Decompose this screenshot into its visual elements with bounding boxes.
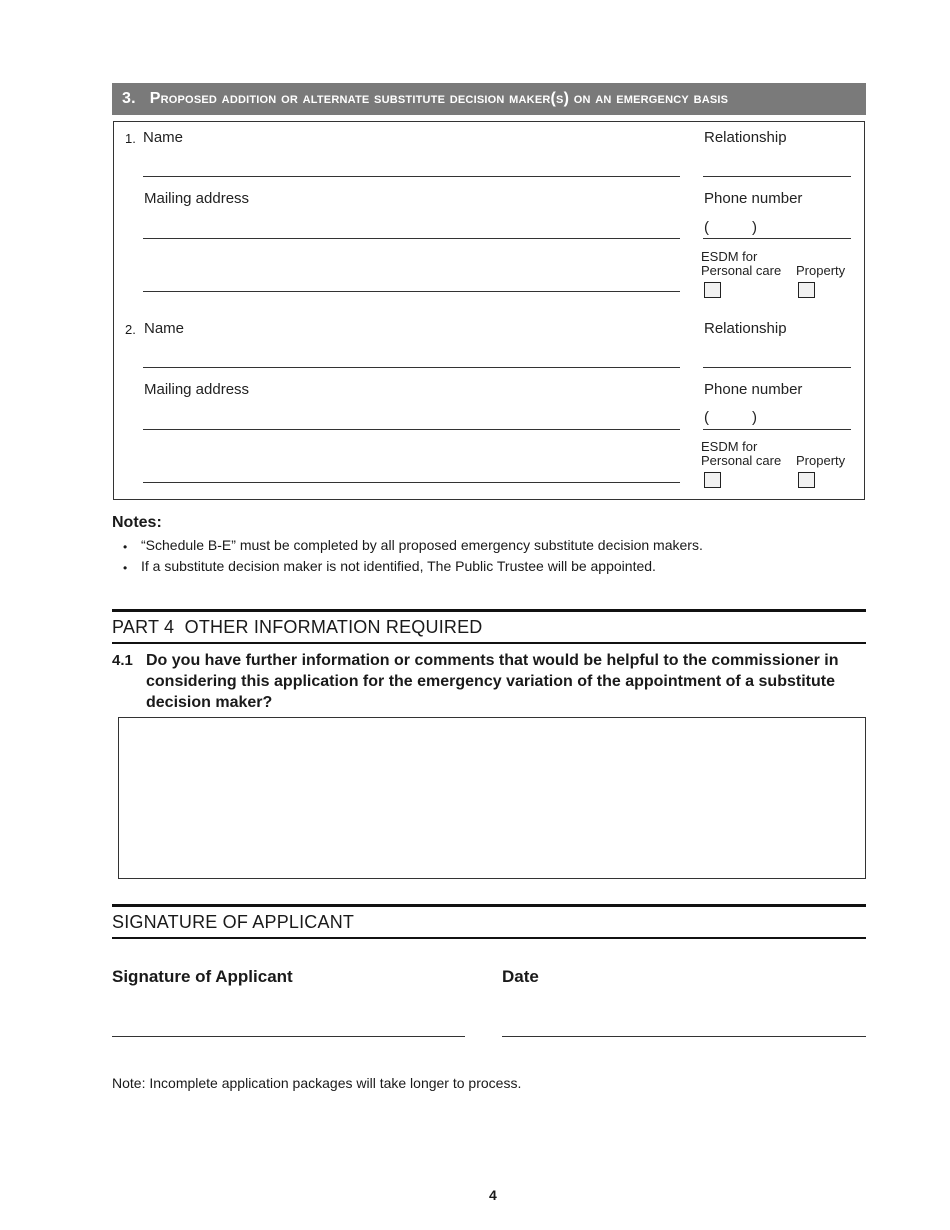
section-3-header xyxy=(112,83,866,115)
signature-header xyxy=(112,904,866,939)
entry-index: 1. xyxy=(125,131,136,146)
question-number: 4.1 xyxy=(112,652,133,669)
relationship-label: Relationship xyxy=(704,129,787,146)
note-item: If a substitute decision maker is not identified, The Public Trustee will be appointed. xyxy=(141,558,656,574)
phone-paren-open: ( xyxy=(704,219,709,236)
mailing-address-label: Mailing address xyxy=(144,381,250,398)
page-number: 4 xyxy=(489,1187,497,1203)
phone-number-field[interactable] xyxy=(703,429,851,430)
section-number: 3. xyxy=(122,90,136,107)
part-label: PART 4 xyxy=(112,617,175,637)
relationship-field[interactable] xyxy=(703,367,851,368)
personal-care-label: Personal care xyxy=(701,453,782,468)
phone-number-field[interactable] xyxy=(703,238,851,239)
relationship-field[interactable] xyxy=(703,176,851,177)
property-checkbox[interactable] xyxy=(798,472,815,488)
property-label: Property xyxy=(796,453,846,468)
question-text: Do you have further information or comments that would be helpful to the commissioner in considering this application for the emergency variation of the appointment of a substitute decision maker? xyxy=(146,652,839,711)
mailing-address-field-1[interactable] xyxy=(143,238,680,239)
phone-paren-open: ( xyxy=(704,409,709,426)
phone-paren-close: ) xyxy=(752,409,757,426)
personal-care-checkbox[interactable] xyxy=(704,282,721,298)
applicant-signature-label: Signature of Applicant xyxy=(112,967,293,986)
mailing-address-label: Mailing address xyxy=(144,190,250,207)
name-label: Name xyxy=(143,129,184,146)
footer-note: Note: Incomplete application packages will take longer to process. xyxy=(112,1075,522,1091)
esdm-label: ESDM for xyxy=(701,249,758,264)
part-title: OTHER INFORMATION REQUIRED xyxy=(184,617,483,637)
mailing-address-field-2[interactable] xyxy=(143,482,680,483)
comments-textarea[interactable] xyxy=(118,717,866,879)
note-item: “Schedule B-E” must be completed by all proposed emergency substitute decision makers. xyxy=(141,537,703,553)
notes-title: Notes: xyxy=(112,514,162,531)
name-field[interactable] xyxy=(143,367,680,368)
entry-index: 2. xyxy=(125,322,136,337)
personal-care-label: Personal care xyxy=(701,263,782,278)
phone-number-label: Phone number xyxy=(704,190,803,207)
date-field[interactable] xyxy=(502,1036,866,1037)
personal-care-checkbox[interactable] xyxy=(704,472,721,488)
phone-number-label: Phone number xyxy=(704,381,803,398)
section-title: Proposed addition or alternate substitute decision maker(s) on an emergency basis xyxy=(149,90,729,107)
phone-paren-close: ) xyxy=(752,219,757,236)
relationship-label: Relationship xyxy=(704,320,787,337)
mailing-address-field-2[interactable] xyxy=(143,291,680,292)
date-label: Date xyxy=(502,967,539,986)
mailing-address-field-1[interactable] xyxy=(143,429,680,430)
name-field[interactable] xyxy=(143,176,680,177)
applicant-signature-field[interactable] xyxy=(112,1036,465,1037)
name-label: Name xyxy=(144,320,185,337)
property-label: Property xyxy=(796,263,846,278)
bullet-icon: • xyxy=(123,540,128,554)
property-checkbox[interactable] xyxy=(798,282,815,298)
signature-heading: SIGNATURE OF APPLICANT xyxy=(112,912,355,932)
part-4-header xyxy=(112,609,866,644)
bullet-icon: • xyxy=(123,561,128,575)
esdm-label: ESDM for xyxy=(701,439,758,454)
